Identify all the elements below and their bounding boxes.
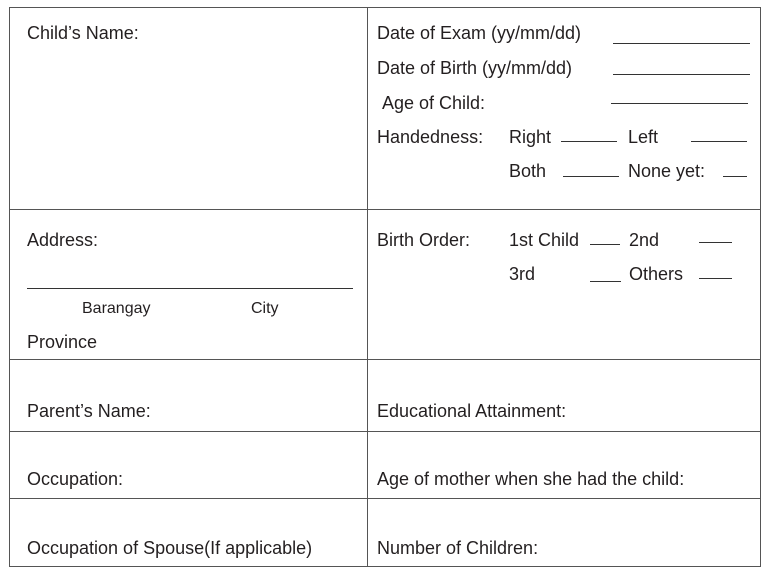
birth-order-label: Birth Order: [377, 230, 471, 250]
handedness-both-label: Both [509, 161, 547, 181]
child-name-label: Child’s Name: [27, 23, 139, 43]
birth-order-third-field[interactable] [590, 281, 621, 282]
age-of-mother-label: Age of mother when she had the child: [377, 469, 685, 489]
birth-order-second-label: 2nd [629, 230, 660, 250]
row-divider-4 [10, 498, 760, 499]
address-field[interactable] [27, 288, 353, 289]
handedness-both-field[interactable] [563, 176, 619, 177]
age-of-child-field[interactable] [611, 103, 748, 104]
province-label: Province [27, 332, 98, 352]
date-of-exam-field[interactable] [613, 43, 750, 44]
handedness-none-yet-label: None yet: [628, 161, 706, 181]
child-information-form [9, 7, 761, 567]
age-of-child-label: Age of Child: [382, 93, 486, 113]
city-label: City [251, 300, 279, 317]
educational-attainment-label: Educational Attainment: [377, 401, 567, 421]
birth-order-first-field[interactable] [590, 244, 620, 245]
parent-name-label: Parent’s Name: [27, 401, 151, 421]
handedness-none-yet-field[interactable] [723, 176, 747, 177]
birth-order-third-label: 3rd [509, 264, 536, 284]
date-of-birth-field[interactable] [613, 74, 750, 75]
handedness-left-field[interactable] [691, 141, 747, 142]
handedness-right-label: Right [509, 127, 552, 147]
handedness-right-field[interactable] [561, 141, 617, 142]
occupation-label: Occupation: [27, 469, 124, 489]
birth-order-second-field[interactable] [699, 242, 732, 243]
barangay-label: Barangay [82, 300, 151, 317]
row-divider-1 [10, 209, 760, 210]
column-divider [367, 8, 368, 566]
date-of-birth-label: Date of Birth (yy/mm/dd) [377, 58, 573, 78]
handedness-label: Handedness: [377, 127, 484, 147]
number-of-children-label: Number of Children: [377, 538, 539, 558]
row-divider-2 [10, 359, 760, 360]
handedness-left-label: Left [628, 127, 659, 147]
birth-order-others-label: Others [629, 264, 684, 284]
date-of-exam-label: Date of Exam (yy/mm/dd) [377, 23, 582, 43]
row-divider-3 [10, 431, 760, 432]
occupation-of-spouse-label: Occupation of Spouse(If applicable) [27, 538, 313, 558]
birth-order-first-label: 1st Child [509, 230, 580, 250]
address-label: Address: [27, 230, 99, 250]
birth-order-others-field[interactable] [699, 278, 732, 279]
